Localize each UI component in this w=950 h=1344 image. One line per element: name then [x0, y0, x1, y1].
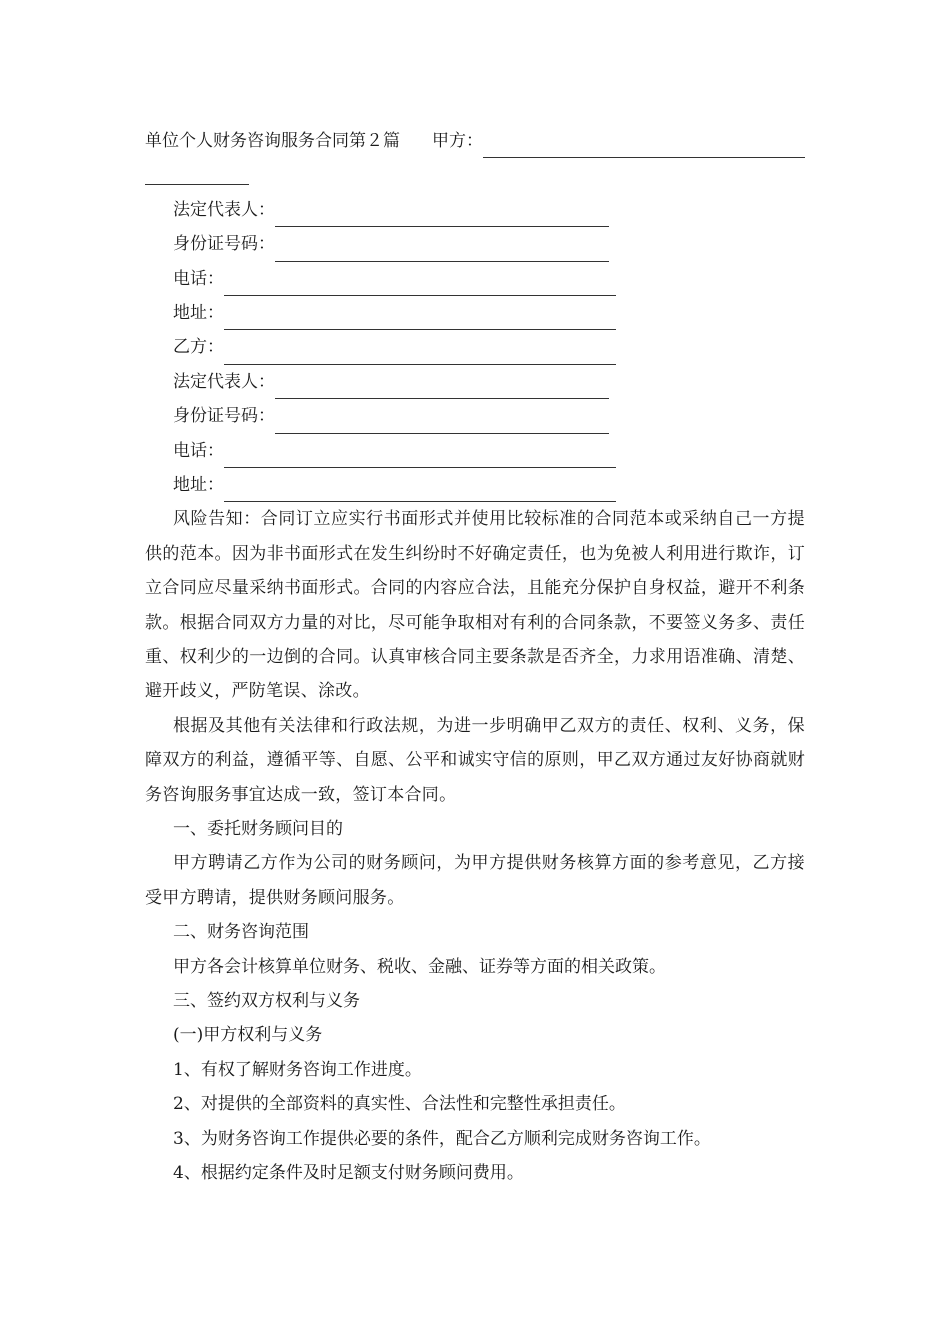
section-2-heading: 二、财务咨询范围	[173, 922, 309, 943]
field-label: 法定代表人：	[173, 371, 275, 392]
party-b-phone-field	[145, 434, 805, 468]
party-a-id-field	[145, 227, 805, 261]
list-item: 4、根据约定条件及时足额支付财务顾问费用。	[173, 1163, 524, 1184]
party-b-field	[145, 330, 805, 364]
party-a-phone-blank[interactable]	[224, 271, 616, 296]
party-b-address-blank[interactable]	[224, 477, 616, 502]
party-b-representative-blank[interactable]	[275, 374, 609, 399]
party-a-label: 甲方：	[432, 130, 483, 151]
section-2-body: 甲方各会计核算单位财务、税收、金融、证券等方面的相关政策。	[173, 956, 666, 977]
list-item: 2、对提供的全部资料的真实性、合法性和完整性承担责任。	[173, 1094, 626, 1115]
party-a-phone-field	[145, 262, 805, 296]
subsection-1-heading: (一)甲方权利与义务	[173, 1025, 323, 1046]
preamble-paragraph: 根据及其他有关法律和行政法规，为进一步明确甲乙双方的责任、权利、义务，保障双方的利益，遵循平等、自愿、公平和诚实守信的原则，甲乙双方通过友好协商就财务咨询服务事宜达成一致，签订本合同。	[145, 715, 805, 805]
section-1-heading: 一、委托财务顾问目的	[173, 818, 343, 839]
list-item: 3、为财务咨询工作提供必要的条件，配合乙方顺利完成财务咨询工作。	[173, 1128, 711, 1149]
party-a-address-field	[145, 296, 805, 330]
section-3-heading: 三、签约双方权利与义务	[173, 990, 360, 1011]
party-b-label: 乙方：	[173, 337, 224, 358]
party-b-representative-field	[145, 365, 805, 399]
party-b-blank[interactable]	[224, 340, 616, 365]
field-label: 法定代表人：	[173, 199, 275, 220]
section-1-body: 甲方聘请乙方作为公司的财务顾问，为甲方提供财务核算方面的参考意见，乙方接受甲方聘请，提供财务顾问服务。	[145, 853, 805, 908]
list-item: 1、有权了解财务咨询工作进度。	[173, 1059, 422, 1080]
title-line	[145, 124, 805, 158]
field-label: 电话：	[173, 440, 224, 461]
document-title: 单位个人财务咨询服务合同第２篇	[145, 130, 400, 151]
party-a-blank-continuation	[145, 158, 805, 192]
field-label: 地址：	[173, 474, 224, 495]
document-body	[145, 124, 805, 1190]
party-a-representative-blank[interactable]	[275, 202, 609, 227]
party-b-id-blank[interactable]	[275, 409, 609, 434]
party-a-blank-tail[interactable]	[145, 183, 249, 185]
party-a-blank[interactable]	[483, 133, 805, 158]
party-a-id-blank[interactable]	[275, 237, 609, 262]
party-b-id-field	[145, 399, 805, 433]
party-a-representative-field	[145, 193, 805, 227]
party-a-address-blank[interactable]	[224, 305, 616, 330]
risk-notice-paragraph: 风险告知：合同订立应实行书面形式并使用比较标准的合同范本或采纳自己一方提供的范本。因为非书面形式在发生纠纷时不好确定责任，也为免被人利用进行欺诈，订立合同应尽量采纳书面形式。合同的内容应合法，且能充分保护自身权益，避开不利条款。根据合同双方力量的对比，尽可能争取相对有利的合同条款，不要签义务多、责任重、权利少的一边倒的合同。认真审核合同主要条款是否齐全，力求用语准确、清楚、避开歧义，严防笔误、涂改。	[145, 509, 805, 702]
field-label: 身份证号码：	[173, 406, 275, 427]
field-label: 地址：	[173, 302, 224, 323]
field-label: 电话：	[173, 268, 224, 289]
party-b-phone-blank[interactable]	[224, 443, 616, 468]
party-b-address-field	[145, 468, 805, 502]
field-label: 身份证号码：	[173, 234, 275, 255]
